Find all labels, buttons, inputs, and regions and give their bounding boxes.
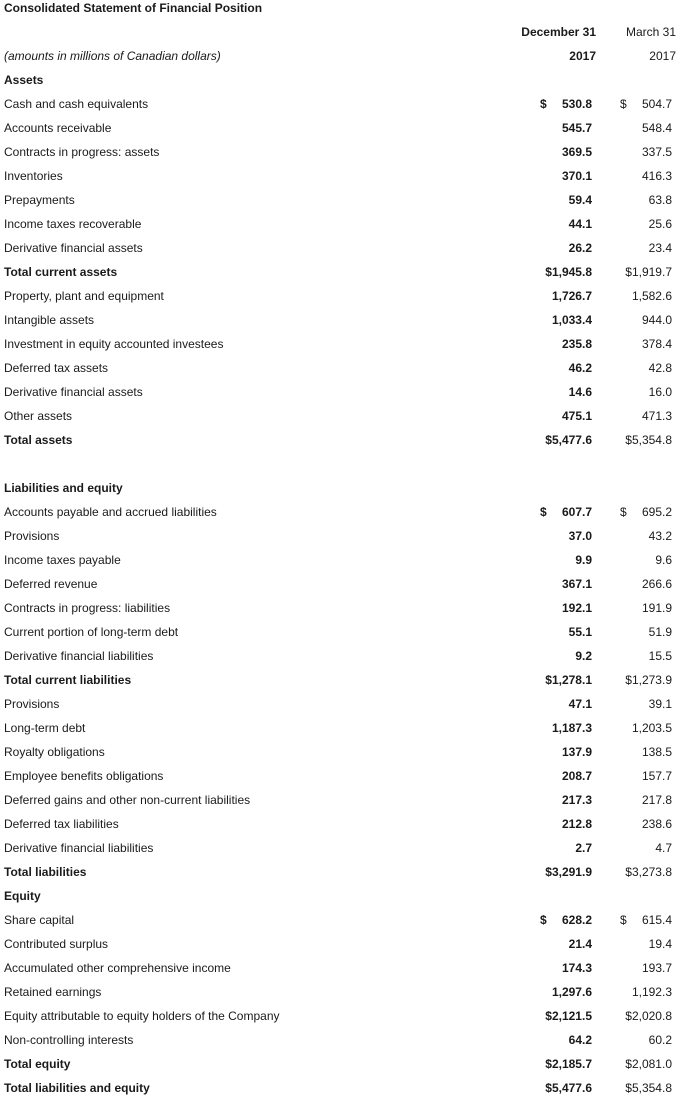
cell-value: 369.5 [561, 145, 592, 159]
cell-value: 217.8 [641, 793, 672, 807]
row-label: Total assets [4, 433, 73, 447]
cell-value: 238.6 [641, 817, 672, 831]
cell-value: 14.6 [568, 385, 592, 399]
row-label: Deferred tax assets [4, 361, 109, 375]
cell-value: 416.3 [641, 169, 672, 183]
table-row [0, 960, 692, 984]
row-label: Derivative financial liabilities [4, 649, 154, 663]
table-row [0, 408, 692, 432]
cell-value: $5,354.8 [625, 1081, 672, 1095]
cell-value: 1,192.3 [631, 985, 672, 999]
table-row [0, 888, 692, 912]
row-label: Royalty obligations [4, 745, 105, 759]
cell-value: 337.5 [641, 145, 672, 159]
cell-value: 191.9 [641, 601, 672, 615]
row-label: Total current assets [4, 265, 118, 279]
row-label: Total current liabilities [4, 673, 132, 687]
currency-symbol: $ [620, 913, 627, 927]
row-label: Share capital [4, 913, 75, 927]
row-label: Current portion of long-term debt [4, 625, 179, 639]
table-row [0, 528, 692, 552]
row-label: Deferred gains and other non-current liabilities [4, 793, 251, 807]
row-label: Accumulated other comprehensive income [4, 961, 231, 975]
table-row [0, 480, 692, 504]
row-label: Long-term debt [4, 721, 86, 735]
cell-value: 208.7 [561, 769, 592, 783]
cell-value: 44.1 [568, 217, 592, 231]
cell-value: 212.8 [561, 817, 592, 831]
cell-value: 138.5 [641, 745, 672, 759]
cell-value: 1,726.7 [551, 289, 592, 303]
cell-value: 59.4 [568, 193, 592, 207]
currency-symbol: $ [540, 97, 547, 111]
cell-value: 266.6 [641, 577, 672, 591]
cell-value: 217.3 [561, 793, 592, 807]
cell-value: $1,278.1 [545, 673, 592, 687]
row-label: Derivative financial assets [4, 385, 143, 399]
cell-value: 9.6 [655, 553, 672, 567]
table-row [0, 144, 692, 168]
cell-value: 548.4 [641, 121, 672, 135]
cell-value: 695.2 [641, 505, 672, 519]
cell-value: 23.4 [648, 241, 672, 255]
col1-header-line1: December 31 [521, 25, 596, 39]
row-label: Total liabilities [4, 865, 87, 879]
cell-value: 2.7 [575, 841, 592, 855]
table-row [0, 720, 692, 744]
row-label: Total equity [4, 1057, 71, 1071]
table-row [0, 552, 692, 576]
cell-value: 55.1 [568, 625, 592, 639]
cell-value: 471.3 [641, 409, 672, 423]
cell-value: 37.0 [568, 529, 592, 543]
row-label: Income taxes recoverable [4, 217, 142, 231]
cell-value: 137.9 [561, 745, 592, 759]
cell-value: 504.7 [641, 97, 672, 111]
cell-value: $1,919.7 [625, 265, 672, 279]
table-row [0, 624, 692, 648]
cell-value: 19.4 [648, 937, 672, 951]
row-label: Assets [4, 73, 44, 87]
table-row [0, 1080, 692, 1104]
row-label: Deferred revenue [4, 577, 98, 591]
cell-value: 944.0 [641, 313, 672, 327]
cell-value: 16.0 [648, 385, 672, 399]
table-row [0, 744, 692, 768]
cell-value: 607.7 [561, 505, 592, 519]
row-label: Contracts in progress: assets [4, 145, 160, 159]
table-row [0, 984, 692, 1008]
table-row [0, 768, 692, 792]
cell-value: $5,477.6 [545, 433, 592, 447]
row-label: Accounts payable and accrued liabilities [4, 505, 217, 519]
statement-title: Consolidated Statement of Financial Position [4, 1, 263, 15]
row-label: Deferred tax liabilities [4, 817, 119, 831]
row-label: Income taxes payable [4, 553, 121, 567]
row-label: Cash and cash equivalents [4, 97, 149, 111]
cell-value: $5,354.8 [625, 433, 672, 447]
col1-header-line2: 2017 [569, 49, 596, 63]
cell-value: 43.2 [648, 529, 672, 543]
cell-value: 39.1 [648, 697, 672, 711]
table-row [0, 120, 692, 144]
cell-value: 64.2 [568, 1033, 592, 1047]
cell-value: 1,187.3 [551, 721, 592, 735]
cell-value: 1,297.6 [551, 985, 592, 999]
table-row [0, 168, 692, 192]
cell-value: 157.7 [641, 769, 672, 783]
row-label: Retained earnings [4, 985, 102, 999]
table-row [0, 648, 692, 672]
table-row [0, 792, 692, 816]
cell-value: 47.1 [568, 697, 592, 711]
cell-value: 15.5 [648, 649, 672, 663]
cell-value: 475.1 [561, 409, 592, 423]
cell-value: 42.8 [648, 361, 672, 375]
cell-value: $2,185.7 [545, 1057, 592, 1071]
row-label: Derivative financial liabilities [4, 841, 154, 855]
table-row [0, 456, 692, 480]
row-label: Contracts in progress: liabilities [4, 601, 171, 615]
table-row [0, 264, 692, 288]
currency-symbol: $ [620, 97, 627, 111]
cell-value: 46.2 [568, 361, 592, 375]
cell-value: 25.6 [648, 217, 672, 231]
row-label: Equity [4, 889, 41, 903]
cell-value: $2,121.5 [545, 1009, 592, 1023]
row-label: Derivative financial assets [4, 241, 143, 255]
cell-value: 60.2 [648, 1033, 672, 1047]
cell-value: 545.7 [561, 121, 592, 135]
cell-value: 193.7 [641, 961, 672, 975]
currency-symbol: $ [540, 913, 547, 927]
row-label: Provisions [4, 697, 60, 711]
row-label: Investment in equity accounted investees [4, 337, 224, 351]
units-note-row [0, 48, 692, 72]
cell-value: 370.1 [561, 169, 592, 183]
table-row [0, 840, 692, 864]
table-row [0, 504, 692, 528]
units-note: (amounts in millions of Canadian dollars) [4, 49, 221, 63]
cell-value: 4.7 [655, 841, 672, 855]
cell-value: $1,273.9 [625, 673, 672, 687]
cell-value: $5,477.6 [545, 1081, 592, 1095]
table-row [0, 864, 692, 888]
cell-value: $3,291.9 [545, 865, 592, 879]
table-row [0, 192, 692, 216]
table-row [0, 72, 692, 96]
row-label: Property, plant and equipment [4, 289, 164, 303]
table-row [0, 936, 692, 960]
currency-symbol: $ [540, 505, 547, 519]
cell-value: 63.8 [648, 193, 672, 207]
cell-value: 1,203.5 [631, 721, 672, 735]
cell-value: $1,945.8 [545, 265, 592, 279]
cell-value: $3,273.8 [625, 865, 672, 879]
cell-value: 174.3 [561, 961, 592, 975]
table-row [0, 1008, 692, 1032]
table-row [0, 696, 692, 720]
table-row [0, 336, 692, 360]
cell-value: 26.2 [568, 241, 592, 255]
row-label: Provisions [4, 529, 60, 543]
table-row [0, 360, 692, 384]
table-row [0, 1056, 692, 1080]
table-row [0, 312, 692, 336]
col2-header-line1: March 31 [625, 25, 676, 39]
cell-value: 235.8 [561, 337, 592, 351]
col2-header-line2: 2017 [649, 49, 676, 63]
table-row [0, 288, 692, 312]
row-label: Prepayments [4, 193, 75, 207]
row-label: Accounts receivable [4, 121, 112, 135]
table-row [0, 600, 692, 624]
row-label: Equity attributable to equity holders of the Company [4, 1009, 280, 1023]
row-label: Contributed surplus [4, 937, 109, 951]
cell-value: 615.4 [641, 913, 672, 927]
cell-value: 378.4 [641, 337, 672, 351]
cell-value: 367.1 [561, 577, 592, 591]
cell-value: 628.2 [561, 913, 592, 927]
cell-value: 1,582.6 [631, 289, 672, 303]
currency-symbol: $ [620, 505, 627, 519]
table-row [0, 912, 692, 936]
table-row [0, 240, 692, 264]
cell-value: 530.8 [561, 97, 592, 111]
table-row [0, 576, 692, 600]
cell-value: $2,020.8 [625, 1009, 672, 1023]
cell-value: $2,081.0 [625, 1057, 672, 1071]
row-label: Intangible assets [4, 313, 95, 327]
table-row [0, 432, 692, 456]
row-label: Other assets [4, 409, 73, 423]
table-row [0, 1032, 692, 1056]
row-label: Employee benefits obligations [4, 769, 164, 783]
row-label: Liabilities and equity [4, 481, 123, 495]
table-row [0, 216, 692, 240]
cell-value: 9.9 [575, 553, 592, 567]
cell-value: 9.2 [575, 649, 592, 663]
cell-value: 51.9 [648, 625, 672, 639]
row-label: Non-controlling interests [4, 1033, 134, 1047]
table-row [0, 672, 692, 696]
row-label: Inventories [4, 169, 63, 183]
table-row [0, 816, 692, 840]
cell-value: 21.4 [568, 937, 592, 951]
cell-value: 1,033.4 [551, 313, 592, 327]
table-row [0, 384, 692, 408]
table-row [0, 96, 692, 120]
cell-value: 192.1 [561, 601, 592, 615]
row-label: Total liabilities and equity [4, 1081, 150, 1095]
